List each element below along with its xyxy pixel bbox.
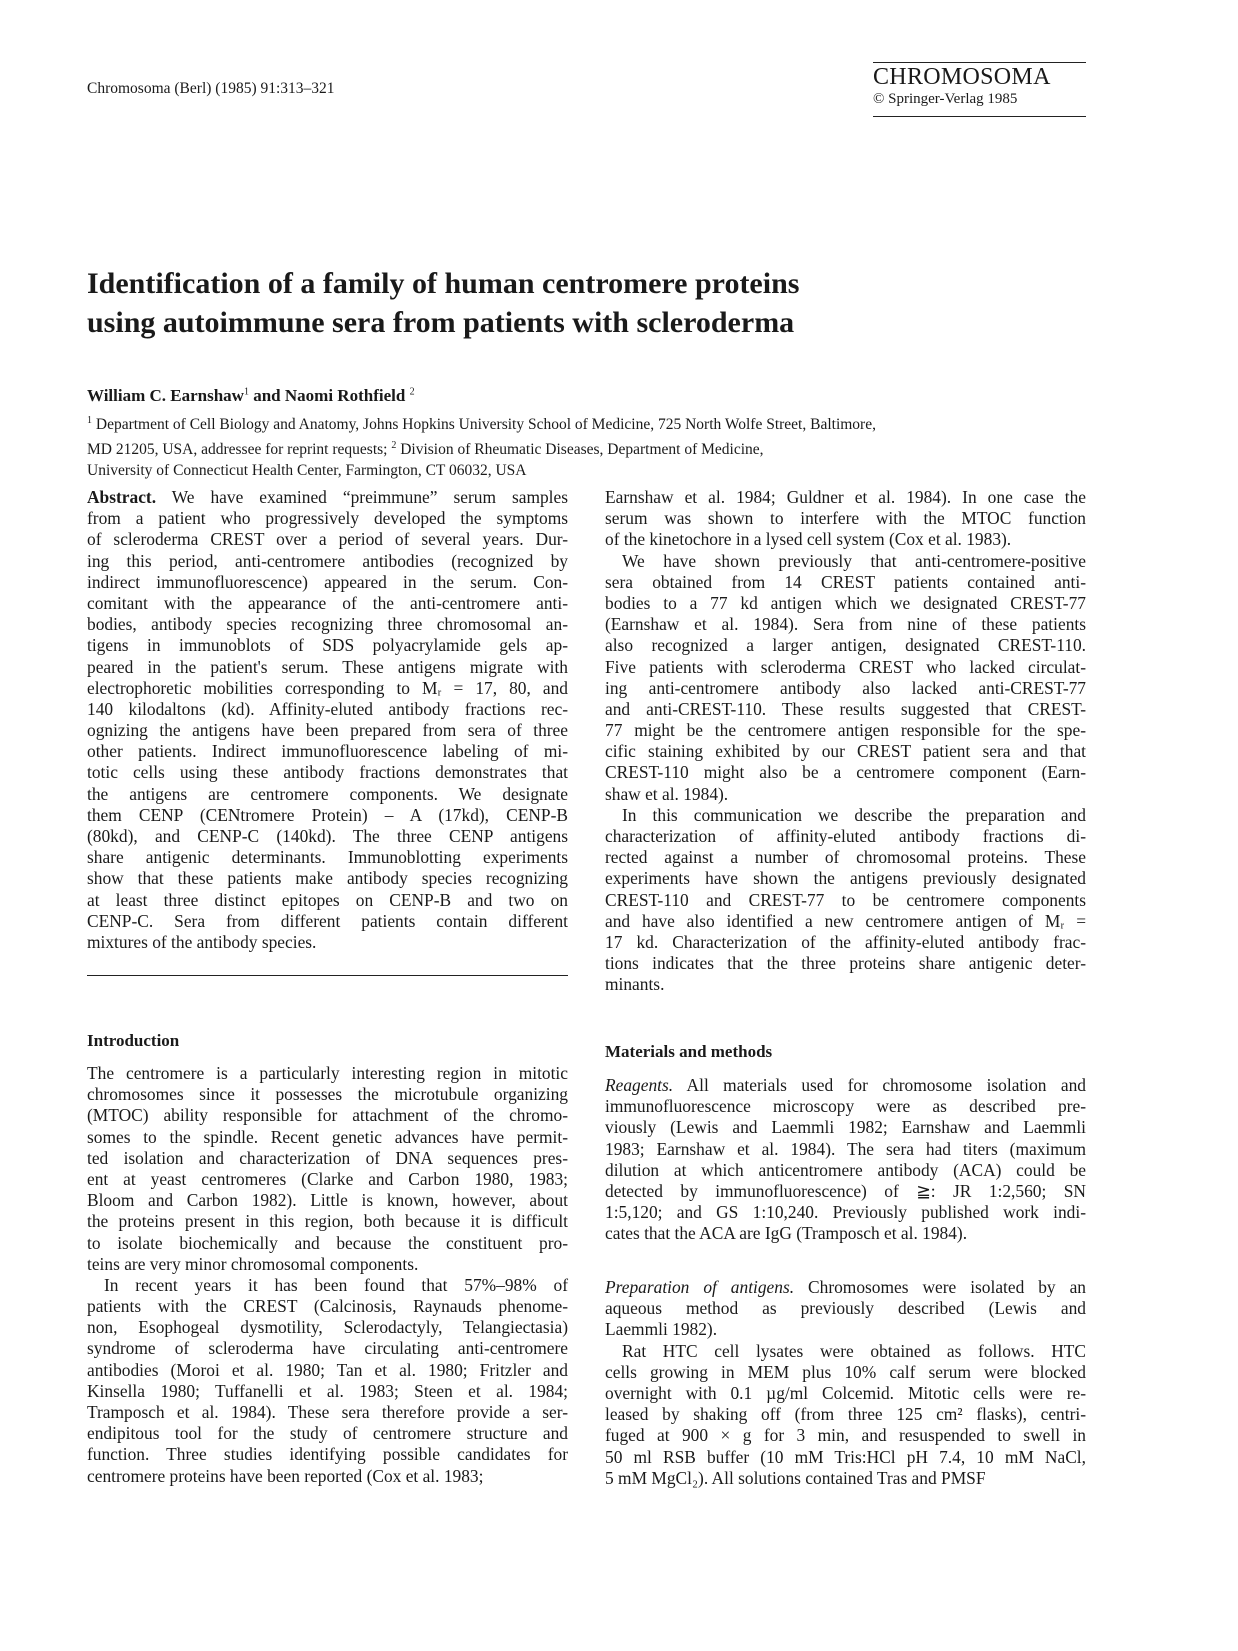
line-text: experiments have shown the antigens previously designated xyxy=(605,868,1086,889)
publisher-copyright: © Springer-Verlag 1985 xyxy=(873,91,1018,107)
line-text: endipitous tool for the study of centromere structure and xyxy=(87,1423,568,1444)
text-line xyxy=(605,911,1086,932)
text-line xyxy=(87,1275,568,1296)
affiliation-line: University of Connecticut Health Center, Farmington, CT 06032, USA xyxy=(87,462,527,480)
line-text: (80kd), and CENP-C (140kd). The three CENP antigens xyxy=(87,826,568,846)
line-text: function. Three studies identifying possible candidates for xyxy=(87,1444,568,1465)
introduction-continued-text xyxy=(605,487,1086,996)
reagents-section xyxy=(605,1075,1086,1245)
line-text: 50 ml RSB buffer (10 mM Tris:HCl pH 7.4, 10 mM NaCl, xyxy=(605,1446,1086,1467)
line-text: (Earnshaw et al. 1984). Sera from nine of these patients xyxy=(605,614,1086,635)
line-text: cific staining exhibited by our CREST patient sera and that xyxy=(605,741,1086,762)
text-line xyxy=(87,657,568,678)
line-text: at least three distinct epitopes on CENP-B and two on xyxy=(87,889,568,910)
line-text: indirect immunofluorescence) appeared in the serum. Con- xyxy=(87,571,568,592)
text-line xyxy=(87,762,568,783)
line-text: rected against a number of chromosomal proteins. These xyxy=(605,847,1086,868)
text-line xyxy=(87,1127,568,1148)
line-text: CREST-110 and CREST-77 to be centromere components xyxy=(605,889,1086,910)
affiliation-marker: 1 xyxy=(87,415,92,426)
line-text: them CENP (CENtromere Protein) – A (17kd), CENP-B xyxy=(87,804,568,825)
text-line xyxy=(87,551,568,572)
text-line xyxy=(605,614,1086,635)
line-text: 5 mM MgCl₂). All solutions contained Tras and PMSF xyxy=(605,1467,986,1488)
author-name: Naomi Rothfield xyxy=(284,386,406,405)
line-text: from a patient who progressively developed the symptoms xyxy=(87,508,568,529)
line-text: to isolate biochemically and because the constituent pro- xyxy=(87,1232,568,1253)
line-text: In this communication we describe the preparation and xyxy=(622,804,1086,825)
text-line xyxy=(605,1404,1086,1425)
line-text: ognizing the antigens have been prepared from sera of three xyxy=(87,720,568,741)
text-line xyxy=(87,911,568,932)
text-line xyxy=(605,741,1086,762)
line-text: and have also identified a new centromere antigen of Mᵣ = xyxy=(605,910,1086,931)
line-text: of the kinetochore in a lysed cell system (Cox et al. 1983). xyxy=(605,529,1012,550)
text-line xyxy=(87,1317,568,1338)
line-text: teins are very minor chromosomal components. xyxy=(87,1253,419,1274)
text-line xyxy=(87,635,568,656)
introduction-text xyxy=(87,1063,568,1487)
text-line xyxy=(87,1381,568,1402)
line-text: the antigens are centromere components. We designate xyxy=(87,783,568,804)
line-text: Earnshaw et al. 1984; Guldner et al. 1984). In one case the xyxy=(605,487,1086,507)
line-text: We have shown previously that anti-centromere-positive xyxy=(622,550,1086,571)
affiliation-marker: 2 xyxy=(409,386,415,398)
line-text: peared in the patient's serum. These antigens migrate with xyxy=(87,656,568,677)
antigen-preparation-section xyxy=(605,1277,1086,1489)
line-text: In recent years it has been found that 57%–98% of xyxy=(104,1274,568,1295)
line-text: 1:5,120; and GS 1:10,240. Previously published work indi- xyxy=(605,1202,1086,1223)
section-lead-in: Reagents. xyxy=(605,1075,674,1095)
line-text: non, Esophogeal dysmotility, Sclerodactyly, Telangiectasia) xyxy=(87,1317,568,1338)
text-line xyxy=(87,1444,568,1465)
line-text: minants. xyxy=(605,974,665,995)
line-text: 140 kilodaltons (kd). Affinity-eluted antibody fractions rec- xyxy=(87,698,568,719)
text-line xyxy=(87,699,568,720)
introduction-heading: Introduction xyxy=(87,1031,180,1050)
line-text: totic cells using these antibody fractions demonstrates that xyxy=(87,762,568,783)
text-line xyxy=(87,529,568,550)
text-line xyxy=(87,1402,568,1423)
text-line xyxy=(87,508,568,529)
text-line xyxy=(87,805,568,826)
line-text: ted isolation and characterization of DNA sequences pres- xyxy=(87,1147,568,1168)
affiliation-line: MD 21205, USA, addressee for reprint requests; xyxy=(87,441,388,459)
line-text: centromere proteins have been reported (Cox et al. 1983; xyxy=(87,1465,484,1486)
line-text: somes to the spindle. Recent genetic advances have permit- xyxy=(87,1126,568,1147)
line-text: Tramposch et al. 1984). These sera therefore provide a ser- xyxy=(87,1402,568,1422)
line-text: CREST-110 might also be a centromere component (Earn- xyxy=(605,762,1086,783)
text-line xyxy=(87,1105,568,1126)
text-line xyxy=(605,1298,1086,1319)
title-line: using autoimmune sera from patients with scleroderma xyxy=(87,306,795,339)
line-text: 17 kd. Characterization of the affinity-eluted antibody frac- xyxy=(605,931,1086,952)
text-line xyxy=(87,826,568,847)
text-line xyxy=(87,1063,568,1084)
line-text: sera obtained from 14 CREST patients contained anti- xyxy=(605,571,1086,592)
text-line xyxy=(87,1169,568,1190)
text-line xyxy=(87,1233,568,1254)
text-line xyxy=(605,508,1086,529)
line-text: dilution at which anticentromere antibody (ACA) could be xyxy=(605,1159,1086,1180)
text-line xyxy=(605,1075,1086,1096)
line-text: leased by shaking off (from three 125 cm² flasks), centri- xyxy=(605,1404,1086,1425)
text-line xyxy=(87,487,568,508)
line-text: electrophoretic mobilities corresponding to Mᵣ = 17, 80, and xyxy=(87,677,568,698)
text-line xyxy=(87,847,568,868)
line-text: the proteins present in this region, both because it is difficult xyxy=(87,1211,568,1232)
text-line xyxy=(605,657,1086,678)
text-line xyxy=(87,1466,568,1487)
line-text: Five patients with scleroderma CREST who lacked circulat- xyxy=(605,656,1086,677)
line-text: ing this period, anti-centromere antibodies (recognized by xyxy=(87,550,568,571)
line-text: detected by immunofluorescence) of ≧: JR 1:2,560; SN xyxy=(605,1180,1086,1201)
text-line xyxy=(605,572,1086,593)
line-text: tions indicates that the three proteins share antigenic deter- xyxy=(605,953,1086,974)
line-text: and anti-CREST-110. These results suggested that CREST- xyxy=(605,698,1086,719)
text-line xyxy=(87,1296,568,1317)
line-text: mixtures of the antibody species. xyxy=(87,931,317,952)
line-text: Laemmli 1982). xyxy=(605,1319,718,1340)
text-line xyxy=(605,1383,1086,1404)
abstract xyxy=(87,487,568,953)
text-line xyxy=(605,1096,1086,1117)
abstract-divider xyxy=(87,975,568,976)
text-line xyxy=(605,1447,1086,1468)
line-text: (MTOC) ability responsible for attachment of the chromo- xyxy=(87,1105,568,1126)
text-line xyxy=(605,1223,1086,1244)
section-lead-in: Preparation of antigens. xyxy=(605,1277,795,1297)
text-line xyxy=(87,1254,568,1275)
text-line xyxy=(605,847,1086,868)
masthead xyxy=(873,64,1086,108)
text-line xyxy=(605,635,1086,656)
paper-title xyxy=(87,264,799,342)
text-line xyxy=(87,720,568,741)
line-text: overnight with 0.1 µg/ml Colcemid. Mitotic cells were re- xyxy=(605,1382,1086,1403)
text-line xyxy=(605,720,1086,741)
line-text: aqueous method as previously described (Lewis and xyxy=(605,1298,1086,1319)
text-line xyxy=(605,1139,1086,1160)
line-text: 1983; Earnshaw et al. 1984). The sera had titers (maximum xyxy=(605,1138,1086,1159)
line-text: shaw et al. 1984). xyxy=(605,783,729,804)
text-line xyxy=(87,868,568,889)
text-line xyxy=(605,551,1086,572)
line-text: serum was shown to interfere with the MTOC function xyxy=(605,508,1086,529)
line-text: other patients. Indirect immunofluorescence labeling of mi- xyxy=(87,741,568,762)
line-text: comitant with the appearance of the anti-centromere anti- xyxy=(87,592,568,613)
text-line xyxy=(87,1338,568,1359)
text-line xyxy=(87,593,568,614)
line-text: bodies, antibody species recognizing three chromosomal an- xyxy=(87,614,568,635)
line-text: show that these patients make antibody species recognizing xyxy=(87,868,568,889)
line-text: CENP-C. Sera from different patients contain different xyxy=(87,910,568,931)
text-line xyxy=(605,1117,1086,1138)
text-line xyxy=(605,762,1086,783)
text-line xyxy=(605,678,1086,699)
masthead-bottom-rule xyxy=(873,116,1086,117)
text-line xyxy=(605,826,1086,847)
line-text: ing anti-centromere antibody also lacked anti-CREST-77 xyxy=(605,677,1086,698)
line-text: The centromere is a particularly interesting region in mitotic xyxy=(87,1063,568,1083)
journal-reference: Chromosoma (Berl) (1985) 91:313–321 xyxy=(87,80,335,97)
line-text: characterization of affinity-eluted antibody fractions di- xyxy=(605,826,1086,846)
text-line xyxy=(605,890,1086,911)
text-line xyxy=(605,1319,1086,1340)
text-line xyxy=(605,805,1086,826)
text-line xyxy=(605,529,1086,550)
line-text: ent at yeast centromeres (Clarke and Carbon 1980, 1983; xyxy=(87,1168,568,1189)
affiliation-line: Department of Cell Biology and Anatomy, Johns Hopkins University School of Medicine, 725 North Wolfe Street, Baltimore, xyxy=(95,416,876,434)
text-line xyxy=(87,572,568,593)
text-line xyxy=(87,932,568,953)
line-text: of scleroderma CREST over a period of several years. Dur- xyxy=(87,529,568,550)
affiliations xyxy=(87,410,876,481)
journal-name: CHROMOSOMA xyxy=(873,64,1051,90)
line-text: syndrome of scleroderma have circulating anti-centromere xyxy=(87,1338,568,1359)
affiliation-marker: 2 xyxy=(391,440,397,452)
authors xyxy=(87,386,415,406)
text-line xyxy=(87,614,568,635)
text-line xyxy=(87,1190,568,1211)
title-line: Identification of a family of human centromere proteins xyxy=(87,267,800,300)
text-line xyxy=(605,487,1086,508)
section-lead-in: Abstract. xyxy=(87,487,157,507)
line-text: fuged at 900 × g for 3 min, and resuspended to swell in xyxy=(605,1425,1086,1446)
text-line xyxy=(605,784,1086,805)
text-line xyxy=(605,1160,1086,1181)
line-text: Kinsella 1980; Tuffanelli et al. 1983; Steen et al. 1984; xyxy=(87,1380,568,1401)
line-text: share antigenic determinants. Immunoblotting experiments xyxy=(87,847,568,868)
text-line xyxy=(87,1211,568,1232)
text-line xyxy=(605,593,1086,614)
line-text: also recognized a larger antigen, designated CREST-110. xyxy=(605,635,1086,656)
text-line xyxy=(87,1148,568,1169)
affiliation-line: Division of Rheumatic Diseases, Department of Medicine, xyxy=(400,441,764,459)
text-line xyxy=(87,890,568,911)
text-line xyxy=(605,974,1086,995)
line-text: All materials used for chromosome isolation and xyxy=(673,1075,1086,1095)
line-text: We have examined “preimmune” serum samples xyxy=(156,487,568,507)
line-text: Bloom and Carbon 1982). Little is known, however, about xyxy=(87,1190,568,1211)
text-line xyxy=(605,953,1086,974)
line-text: cates that the ACA are IgG (Tramposch et al. 1984). xyxy=(605,1223,968,1244)
text-line xyxy=(605,868,1086,889)
methods-heading: Materials and methods xyxy=(605,1042,773,1061)
text-line xyxy=(605,699,1086,720)
line-text: tigens in immunoblots of SDS polyacrylamide gels ap- xyxy=(87,635,568,656)
line-text: 77 might be the centromere antigen responsible for the spe- xyxy=(605,720,1086,741)
affiliation-marker: 1 xyxy=(243,386,249,398)
text-line xyxy=(87,1084,568,1105)
text-line xyxy=(605,1362,1086,1383)
line-text: chromosomes since it possesses the microtubule organizing xyxy=(87,1084,568,1105)
line-text: Chromosomes were isolated by an xyxy=(794,1277,1086,1297)
line-text: patients with the CREST (Calcinosis, Raynauds phenome- xyxy=(87,1296,568,1317)
author-conjunction: and xyxy=(248,386,285,405)
text-line xyxy=(605,1202,1086,1223)
text-line xyxy=(87,678,568,699)
text-line xyxy=(87,1423,568,1444)
text-line xyxy=(605,1277,1086,1298)
line-text: viously (Lewis and Laemmli 1982; Earnshaw and Laemmli xyxy=(605,1117,1086,1138)
text-line xyxy=(87,1360,568,1381)
line-text: Rat HTC cell lysates were obtained as follows. HTC xyxy=(622,1340,1086,1361)
text-line xyxy=(605,1181,1086,1202)
text-line xyxy=(87,784,568,805)
text-line xyxy=(605,1425,1086,1446)
line-text: bodies to a 77 kd antigen which we designated CREST-77 xyxy=(605,592,1086,613)
author-name: William C. Earnshaw xyxy=(87,386,244,405)
text-line xyxy=(605,1341,1086,1362)
text-line xyxy=(87,741,568,762)
line-text: antibodies (Moroi et al. 1980; Tan et al. 1980; Fritzler and xyxy=(87,1359,568,1380)
text-line xyxy=(605,932,1086,953)
line-text: cells growing in MEM plus 10% calf serum were blocked xyxy=(605,1361,1086,1382)
text-line xyxy=(605,1468,1086,1489)
line-text: immunofluorescence microscopy were as described pre- xyxy=(605,1096,1086,1117)
